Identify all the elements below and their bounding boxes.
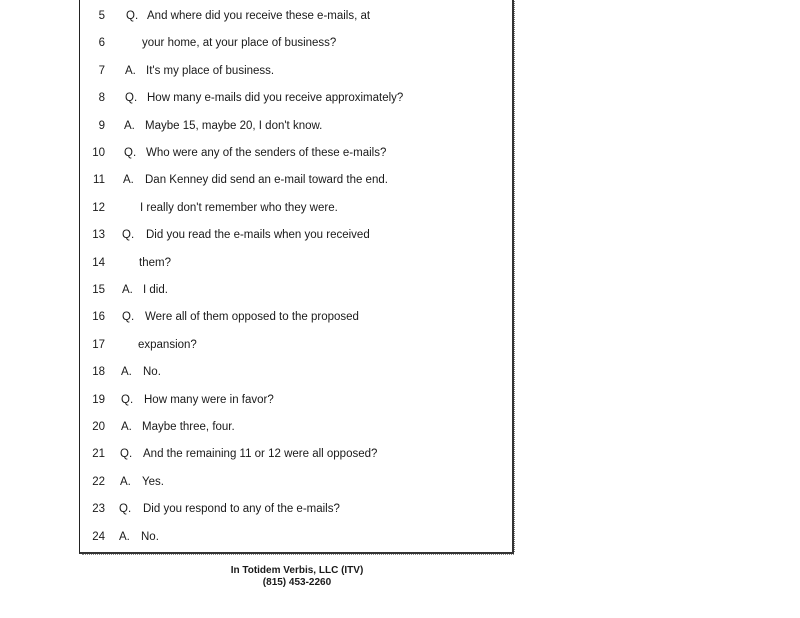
line-number: 14 [92,257,105,269]
line-number: 6 [98,37,105,49]
footer [180,565,414,589]
line-text: And the remaining 11 or 12 were all opposed? [143,448,378,460]
line-number: 17 [92,339,105,351]
line-text: your home, at your place of business? [142,37,337,49]
line-text: No. [141,531,159,543]
line-number: 19 [92,394,105,406]
line-text: How many e-mails did you receive approximately? [147,92,404,104]
speaker-label: Q. [122,229,135,241]
speaker-label: Q. [121,394,134,406]
speaker-label: A. [119,531,130,543]
line-number: 22 [92,476,105,488]
line-number: 20 [92,421,105,433]
speaker-label: Q. [119,503,132,515]
line-number: 11 [93,174,105,186]
footer-phone: (815) 453-2260 [262,577,332,588]
line-text: It's my place of business. [146,65,275,77]
line-text: I really don't remember who they were. [140,202,338,214]
line-text: Who were any of the senders of these e-mails? [146,147,387,159]
line-number: 9 [98,120,105,132]
line-text: And where did you receive these e-mails, at [147,10,371,22]
speaker-label: A. [120,476,131,488]
line-text: I did. [143,284,168,296]
speaker-label: A. [122,284,133,296]
line-text: No. [143,366,161,378]
line-text: Were all of them opposed to the proposed [145,311,359,323]
line-number: 13 [92,229,105,241]
line-number: 12 [92,202,105,214]
speaker-label: Q. [126,10,139,22]
speaker-label: Q. [124,147,137,159]
line-number: 15 [92,284,105,296]
line-number: 5 [98,10,105,22]
line-number: 10 [92,147,105,159]
line-text: them? [139,257,171,269]
speaker-label: A. [124,120,135,132]
speaker-label: Q. [125,92,138,104]
line-text: expansion? [138,339,197,351]
transcript-page [79,0,514,554]
line-text: Yes. [142,476,164,488]
speaker-label: Q. [122,311,135,323]
line-text: Did you read the e-mails when you received [146,229,370,241]
speaker-label: A. [121,421,132,433]
speaker-label: A. [121,366,132,378]
line-number: 24 [92,531,105,543]
speaker-label: A. [125,65,136,77]
speaker-label: Q. [120,448,133,460]
line-number: 16 [92,311,105,323]
line-number: 18 [92,366,105,378]
line-text: How many were in favor? [144,394,274,406]
page-shadow [82,554,514,558]
line-text: Maybe 15, maybe 20, I don't know. [145,120,323,132]
line-number: 8 [98,92,105,104]
line-number: 21 [92,448,105,460]
line-text: Did you respond to any of the e-mails? [143,503,340,515]
line-number: 23 [92,503,105,515]
footer-company: In Totidem Verbis, LLC (ITV) [230,565,364,576]
line-text: Maybe three, four. [142,421,235,433]
speaker-label: A. [123,174,134,186]
line-text: Dan Kenney did send an e-mail toward the end. [145,174,388,186]
line-number: 7 [98,65,105,77]
